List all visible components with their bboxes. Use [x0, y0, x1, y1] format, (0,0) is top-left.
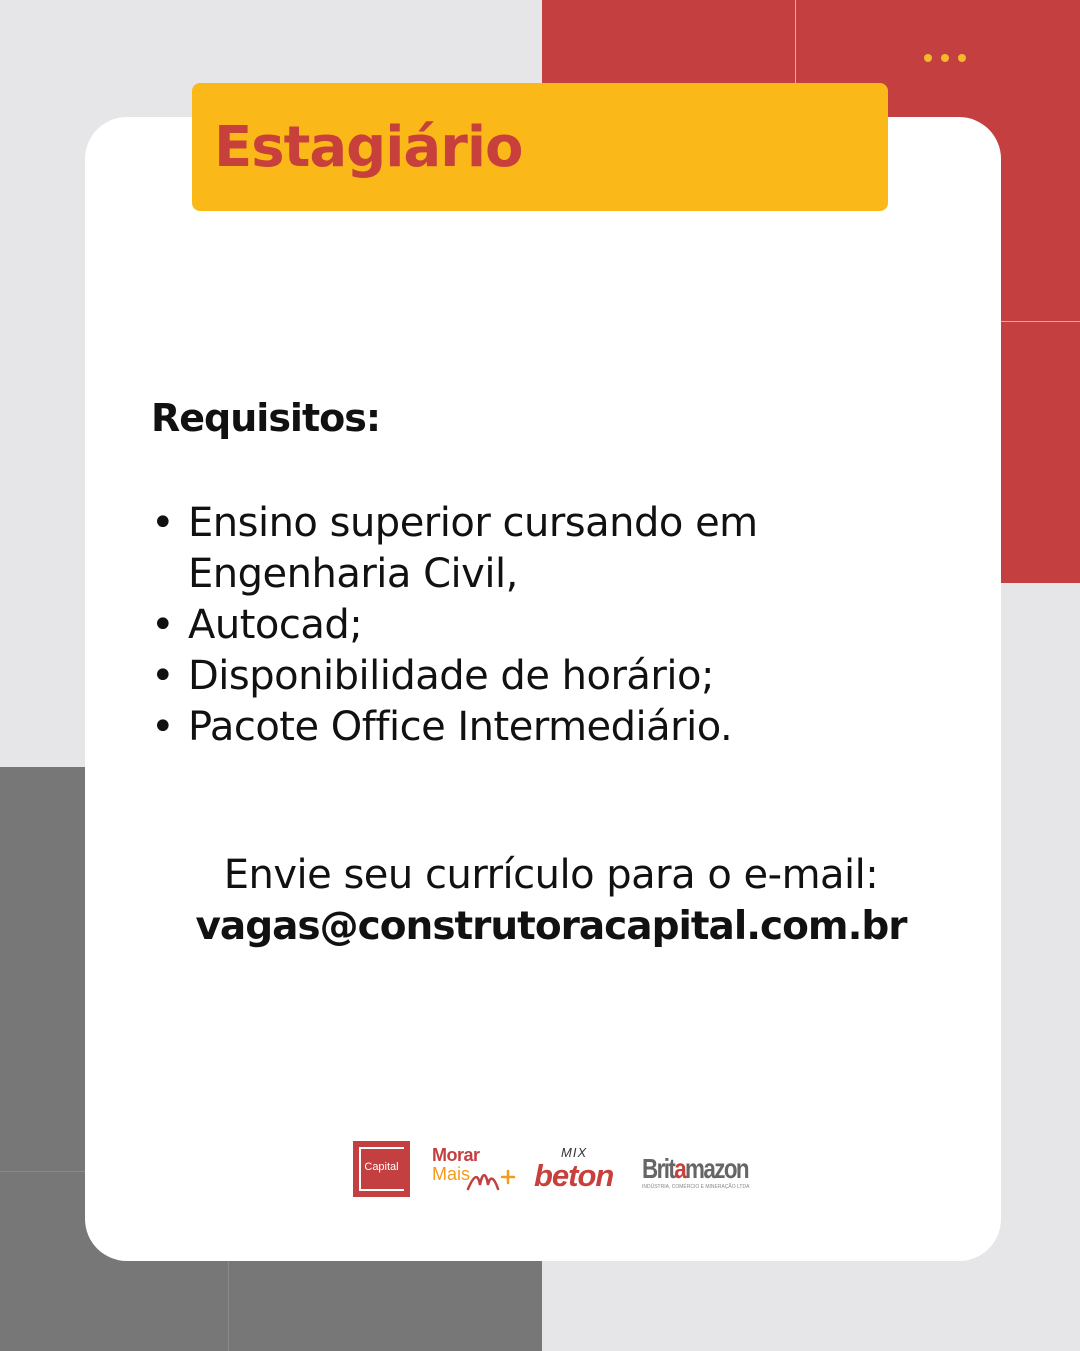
dot	[958, 54, 966, 62]
morar-mais-logo	[432, 1141, 518, 1197]
requirement-item: • Pacote Office Intermediário.	[151, 702, 911, 753]
email-address: vagas@construtoracapital.com.br	[195, 904, 907, 949]
call-to-action	[85, 850, 1017, 952]
britamazon-logo-text: Britamazon	[642, 1153, 748, 1184]
job-title: Estagiário	[214, 114, 523, 180]
dots-decoration	[924, 54, 966, 62]
dot	[924, 54, 932, 62]
britamazon-logo	[642, 1141, 748, 1197]
morar-logo-text: Morar	[432, 1145, 480, 1165]
britamazon-subtitle: INDÚSTRIA, COMÉRCIO E MINERAÇÃO LTDA	[642, 1184, 750, 1190]
mix-beton-logo	[534, 1141, 630, 1197]
title-banner	[192, 83, 888, 211]
capital-logo	[353, 1141, 410, 1197]
mais-logo-text: Mais	[432, 1164, 471, 1184]
requirement-item: • Ensino superior cursando em Engenharia Civil,	[151, 498, 911, 600]
requirement-item: • Autocad;	[151, 600, 911, 651]
requirement-item: • Disponibilidade de horário;	[151, 651, 911, 702]
partner-logos	[353, 1140, 748, 1198]
requirements-list	[151, 498, 911, 753]
cta-text: Envie seu currículo para o e-mail:	[223, 852, 879, 898]
requirements-heading: Requisitos:	[151, 396, 381, 440]
capital-logo-text: Capital	[364, 1161, 399, 1173]
dot	[941, 54, 949, 62]
morar-swoosh-icon	[466, 1165, 516, 1193]
beton-logo-text: beton	[534, 1158, 614, 1193]
mix-logo-text: MIX	[561, 1145, 588, 1160]
